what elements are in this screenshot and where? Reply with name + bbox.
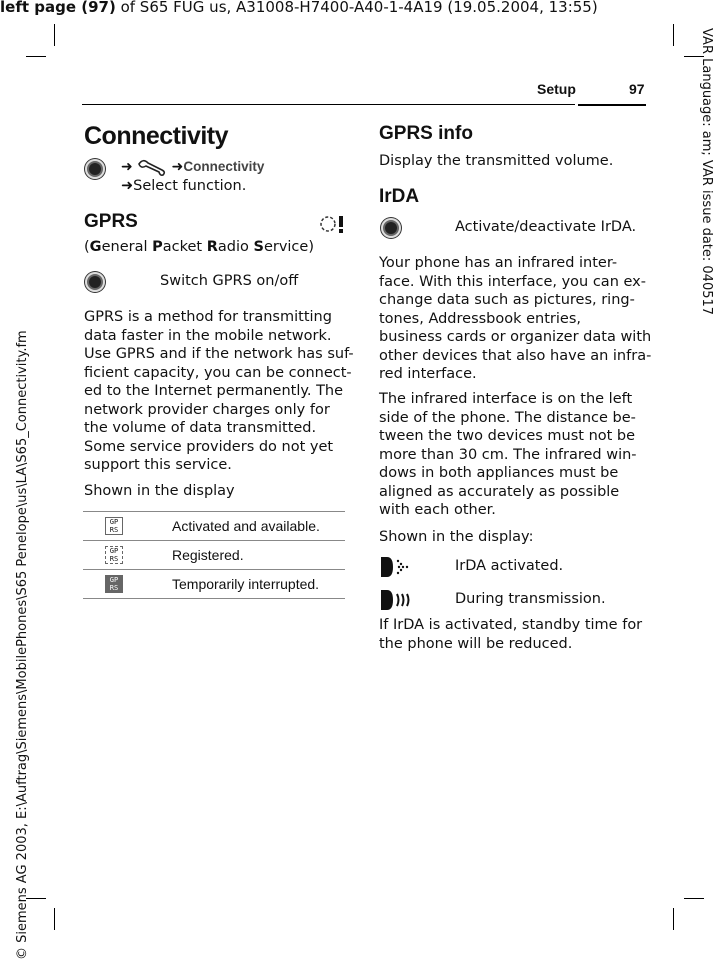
table-row: GP RS Activated and available. — [83, 512, 345, 541]
gprs-display-table — [83, 511, 345, 599]
irda-transmission-icon — [379, 589, 413, 611]
irda-placement-text: The infrared interface is on the left side of the phone. The distance be- tween the two devices must not be more than 30 cm. The infrared win- dows in both appliances must be aligned as accurately as possible with each other. — [379, 391, 637, 518]
document-banner: left page (97) of S65 FUG us, A31008-H7400-A40-1-4A19 (19.05.2004, 13:55) — [0, 0, 598, 16]
crop-mark — [54, 24, 55, 46]
page-title: Connectivity — [84, 122, 229, 150]
menu-path-select: ➜Select function. — [121, 178, 247, 194]
gprs-interrupted-icon: GP RS — [105, 575, 123, 593]
shown-in-display-label: Shown in the display: — [379, 529, 534, 545]
nav-key-icon — [85, 272, 105, 292]
page-number: 97 — [629, 81, 645, 97]
crop-mark — [673, 908, 674, 930]
crop-mark — [26, 56, 46, 57]
irda-transmission-text: During transmission. — [455, 591, 606, 607]
section-heading-irda: IrDA — [379, 186, 420, 207]
gprs-description: GPRS is a method for transmitting data faster in the mobile network. Use GPRS and if the network has suf- ficient capacity, you can be connect- ed to the Internet permanently. The network provider charges only for the volume of data transmitted. Some service providers do not yet support this service. — [84, 309, 354, 473]
arrow-icon: ➜ — [171, 159, 184, 175]
table-row: GP RS Temporarily interrupted. — [83, 570, 345, 599]
header-section-title: Setup — [537, 81, 576, 97]
section-heading-gprs: GPRS — [84, 211, 138, 232]
irda-activated-text: IrDA activated. — [455, 558, 564, 574]
side-info-left: © Siemens AG 2003, E:\Auftrag\Siemens\MobilePhones\S65 Penelope\us\LA\S65_Connectivity.fm — [15, 330, 30, 960]
crop-mark — [673, 24, 674, 46]
gprs-info-text: Display the transmitted volume. — [379, 153, 614, 169]
gprs-available-icon: GP RS — [105, 517, 123, 535]
gprs-expansion: (General Packet Radio Service) — [84, 239, 314, 255]
side-info-right: VAR Language: am; VAR issue date: 040517 — [699, 28, 714, 316]
shown-in-display-label: Shown in the display — [84, 483, 235, 499]
irda-toggle-text: Activate/deactivate IrDA. — [455, 219, 637, 235]
setup-wrench-icon — [137, 158, 167, 176]
irda-description: Your phone has an infrared inter- face. With this interface, you can ex- change data such as pictures, ring- tones, Addressbook entries, business cards or organizer data with other devices that also have an infra- red interface. — [379, 255, 652, 382]
gprs-registered-icon: GP RS — [105, 546, 123, 564]
menu-path: ➜ ➜Connectivity — [121, 159, 265, 175]
arrow-icon: ➜ — [121, 159, 133, 175]
header-rule-accent — [578, 104, 646, 106]
gprs-switch-text: Switch GPRS on/off — [160, 273, 299, 289]
irda-standby-note: If IrDA is activated, standby time for the phone will be reduced. — [379, 617, 643, 652]
table-row: GP RS Registered. — [83, 541, 345, 570]
nav-key-icon — [85, 159, 105, 179]
nav-key-icon — [381, 218, 401, 238]
crop-mark — [684, 898, 704, 899]
header-rule — [82, 104, 575, 105]
irda-activated-icon — [379, 556, 411, 578]
section-heading-gprs-info: GPRS info — [379, 123, 473, 144]
crop-mark — [54, 908, 55, 930]
network-dependent-icon — [318, 214, 348, 234]
arrow-icon: ➜ — [121, 178, 134, 194]
